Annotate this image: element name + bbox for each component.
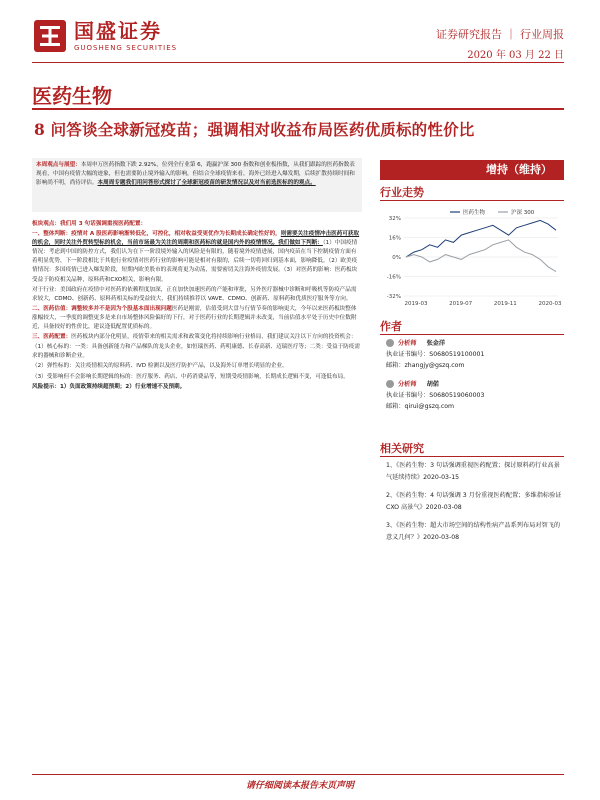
industry-trend-chart [380,204,564,314]
section-1-heading: 一、整体判断：疫情对 A 股医药影响渐转低化，可控化，相对收益受更优作为长期成长确定性好的， [32,231,281,238]
y-tick-label: 16% [388,235,401,242]
analyst-name: 胡偌 [426,381,439,388]
report-title: 8 问答谈全球新冠疫苗；强调相对收益布局医药优质标的性价比 [34,120,475,139]
legend-label: 沪深 300 [511,210,535,216]
summary-text: 本周申万医药指数下跌 2.92%，位列全行业第 6，跑赢沪深 300 指数和创业板指数，从我们跟踪的医药指数表现看，中国有疫情大幅的迹象，但也需要防止境外输入的影响，但结合全球疫情来看，海外已经进入爆发期，后续扩散持续时间和影响尚不明，尚待评估。 [36,162,355,187]
analyst-name: 张金洋 [426,340,446,347]
trend-divider [380,200,564,201]
summary-label: 本周观点与展望： [36,162,81,168]
company-logo [32,18,177,54]
analyst-email[interactable]: 邮箱：qiruì@gszq.com [386,403,455,410]
summary-box [32,158,362,212]
section-1-text: （1）中国疫情情况：考虑到中国的防控方式，我们认为在下一阶段境外输入的风险是有限的，随着境外疫情进展，国内疫苗在当下控制疫情方面有着明显优势，下一阶段相比于其他行业疫情对医药行业的影响可能是相对有限的，后续一切将回归到基本面，影响降低。（2）欧美疫情情况：多国疫情已进入爆发阶段，短期内欧美股市的表现将更为动荡，需要密切关注海外疫情发展。（3）对医药的影响：医药板块受益于防疫相关品种，原料药和CXO相关，影响有限。 [32,240,358,283]
section-3-text: 医药板块内部分化明显，疫情带来的相关需求和政策变化将持续影响行业格局，我们建议关注以下方向的投资机会： [71,334,357,341]
logo-en-text: GUOSHENG SECURITIES [74,44,178,52]
section-1-text-2: 对于行业：美国政府在疫情中对医药的依赖程度加深，正在加快加速医药的产能和审批，另外医疗器械中诊断和呼吸机等防疫产品需求较大，CDMO、创新药、原料药相关标的受益较大，我们持续推荐以 VAVE、CDMO、创新药、原料药和优质医疗服务等方向。 [32,286,357,302]
series-line [406,220,556,257]
y-tick-label: 32% [388,216,401,222]
related-research-link[interactable]: 1、《医药生物：3 句话强调重视医药配置；探讨原料药行业高景气延续持续》2020-03-15 [386,462,560,481]
y-tick-label: -16% [386,274,401,281]
trend-section-title: 行业走势 [380,186,424,199]
related-divider [380,456,564,457]
section-3-heading: 三、医药配置： [32,334,72,341]
analyst-cert: 执业证书编号：S0680519100001 [386,351,485,358]
section-2-heading: 二、医药估值：调整较多并不是因为个股基本面出现问题 [32,305,172,312]
analyst-avatar-icon [386,380,394,388]
section-2-text: 医药是刚需，估值受到大盘与行情节奏的影响更大，今年以来医药板块整体涨幅较大，一季度的调整更多是来自市场整体风险偏好的下行，对于医药行业的长期逻辑并未改变，当前估值水平处于历史中位数附近，具备较好的性价比，建议逢低配置优质标的。 [32,305,357,331]
series-line [406,240,556,272]
x-tick-label: 2020-03 [538,301,562,307]
trend-chart-svg [380,204,564,314]
y-tick-label: 0% [392,255,401,261]
analyst-card [386,379,564,412]
footer-disclaimer: 请仔细阅读本报告末页声明 [245,781,354,791]
related-research-list [386,460,564,550]
related-research-link[interactable]: 2、《医药生物：4 句话强调 3 月份重视医药配置；多维指标验证 CXO 高景气》2020-03-08 [386,492,562,511]
analyst-card [386,338,564,371]
page-header [0,0,600,70]
analyst-divider [380,334,564,335]
rating-badge: 增持（维持） [380,160,564,180]
x-tick-label: 2019-03 [404,301,428,307]
industry-divider [32,108,564,110]
x-tick-label: 2019-07 [449,301,473,307]
logo-mark-icon [32,18,68,54]
related-section-title: 相关研究 [380,442,424,455]
section-1-emphasis: 则需要关注疫情冲击医药可获取的机会，同时关注外贸转型标的机会，当前市场最为关注的周期和医药标的就是国内外的疫情情况。我们做如下判断： [32,231,360,247]
logo-cn-text: 国盛证券 [74,19,162,43]
list-item: （2）弹性标的：关注疫情相关的原料药、IVD 检测以及医疗防护产品，以及海外订单增长明显的企业。 [32,363,288,370]
report-date: 2020 年 03 月 22 日 [467,50,564,61]
analyst-role: 分析师 [398,340,417,347]
body-intro: 板块观点：我们用 3 句话强调重视医药配置： [32,221,147,227]
related-research-link[interactable]: 3、《医药生物：超大市场空间的结构性病产品系列布局对智飞的意义几何？》2020-03-08 [386,522,561,541]
header-divider [32,62,564,63]
x-tick-label: 2019-11 [493,301,517,307]
list-item: （3）受影响但不会影响长期逻辑的标的：医疗服务、药店、中药消费品等，短期受疫情影响，长期成长逻辑不变，可逢低布局。 [32,373,349,380]
industry-title: 医药生物 [32,84,112,108]
report-body [32,220,362,393]
report-type: 证券研究报告 ｜ 行业周报 [436,28,564,41]
analyst-cert: 执业证书编号：S0680519060003 [386,392,485,399]
analyst-list [386,338,564,420]
analyst-email[interactable]: 邮箱：zhangjy@gszq.com [386,362,465,369]
summary-emphasis: 本周周专题我们用问答形式探讨了全球新冠疫苗的研发情况以及对当前选医标的的观点。 [97,180,316,187]
list-item: （1）核心标的：一类：具备创新能力和产品梯队的龙头企业，如恒瑞医药、药明康德、长春高新、迈瑞医疗等；二类：受益于防疫需求的器械和诊断企业。 [32,344,360,360]
analyst-section-title: 作者 [380,320,402,333]
risk-warning: 风险提示：1）负面政策持续超预期；2）行业增速不及预期。 [32,383,186,390]
footer-divider [32,774,564,775]
analyst-avatar-icon [386,339,394,347]
legend-label: 医药生物 [463,210,486,216]
y-tick-label: -32% [386,294,401,300]
analyst-role: 分析师 [398,381,417,388]
